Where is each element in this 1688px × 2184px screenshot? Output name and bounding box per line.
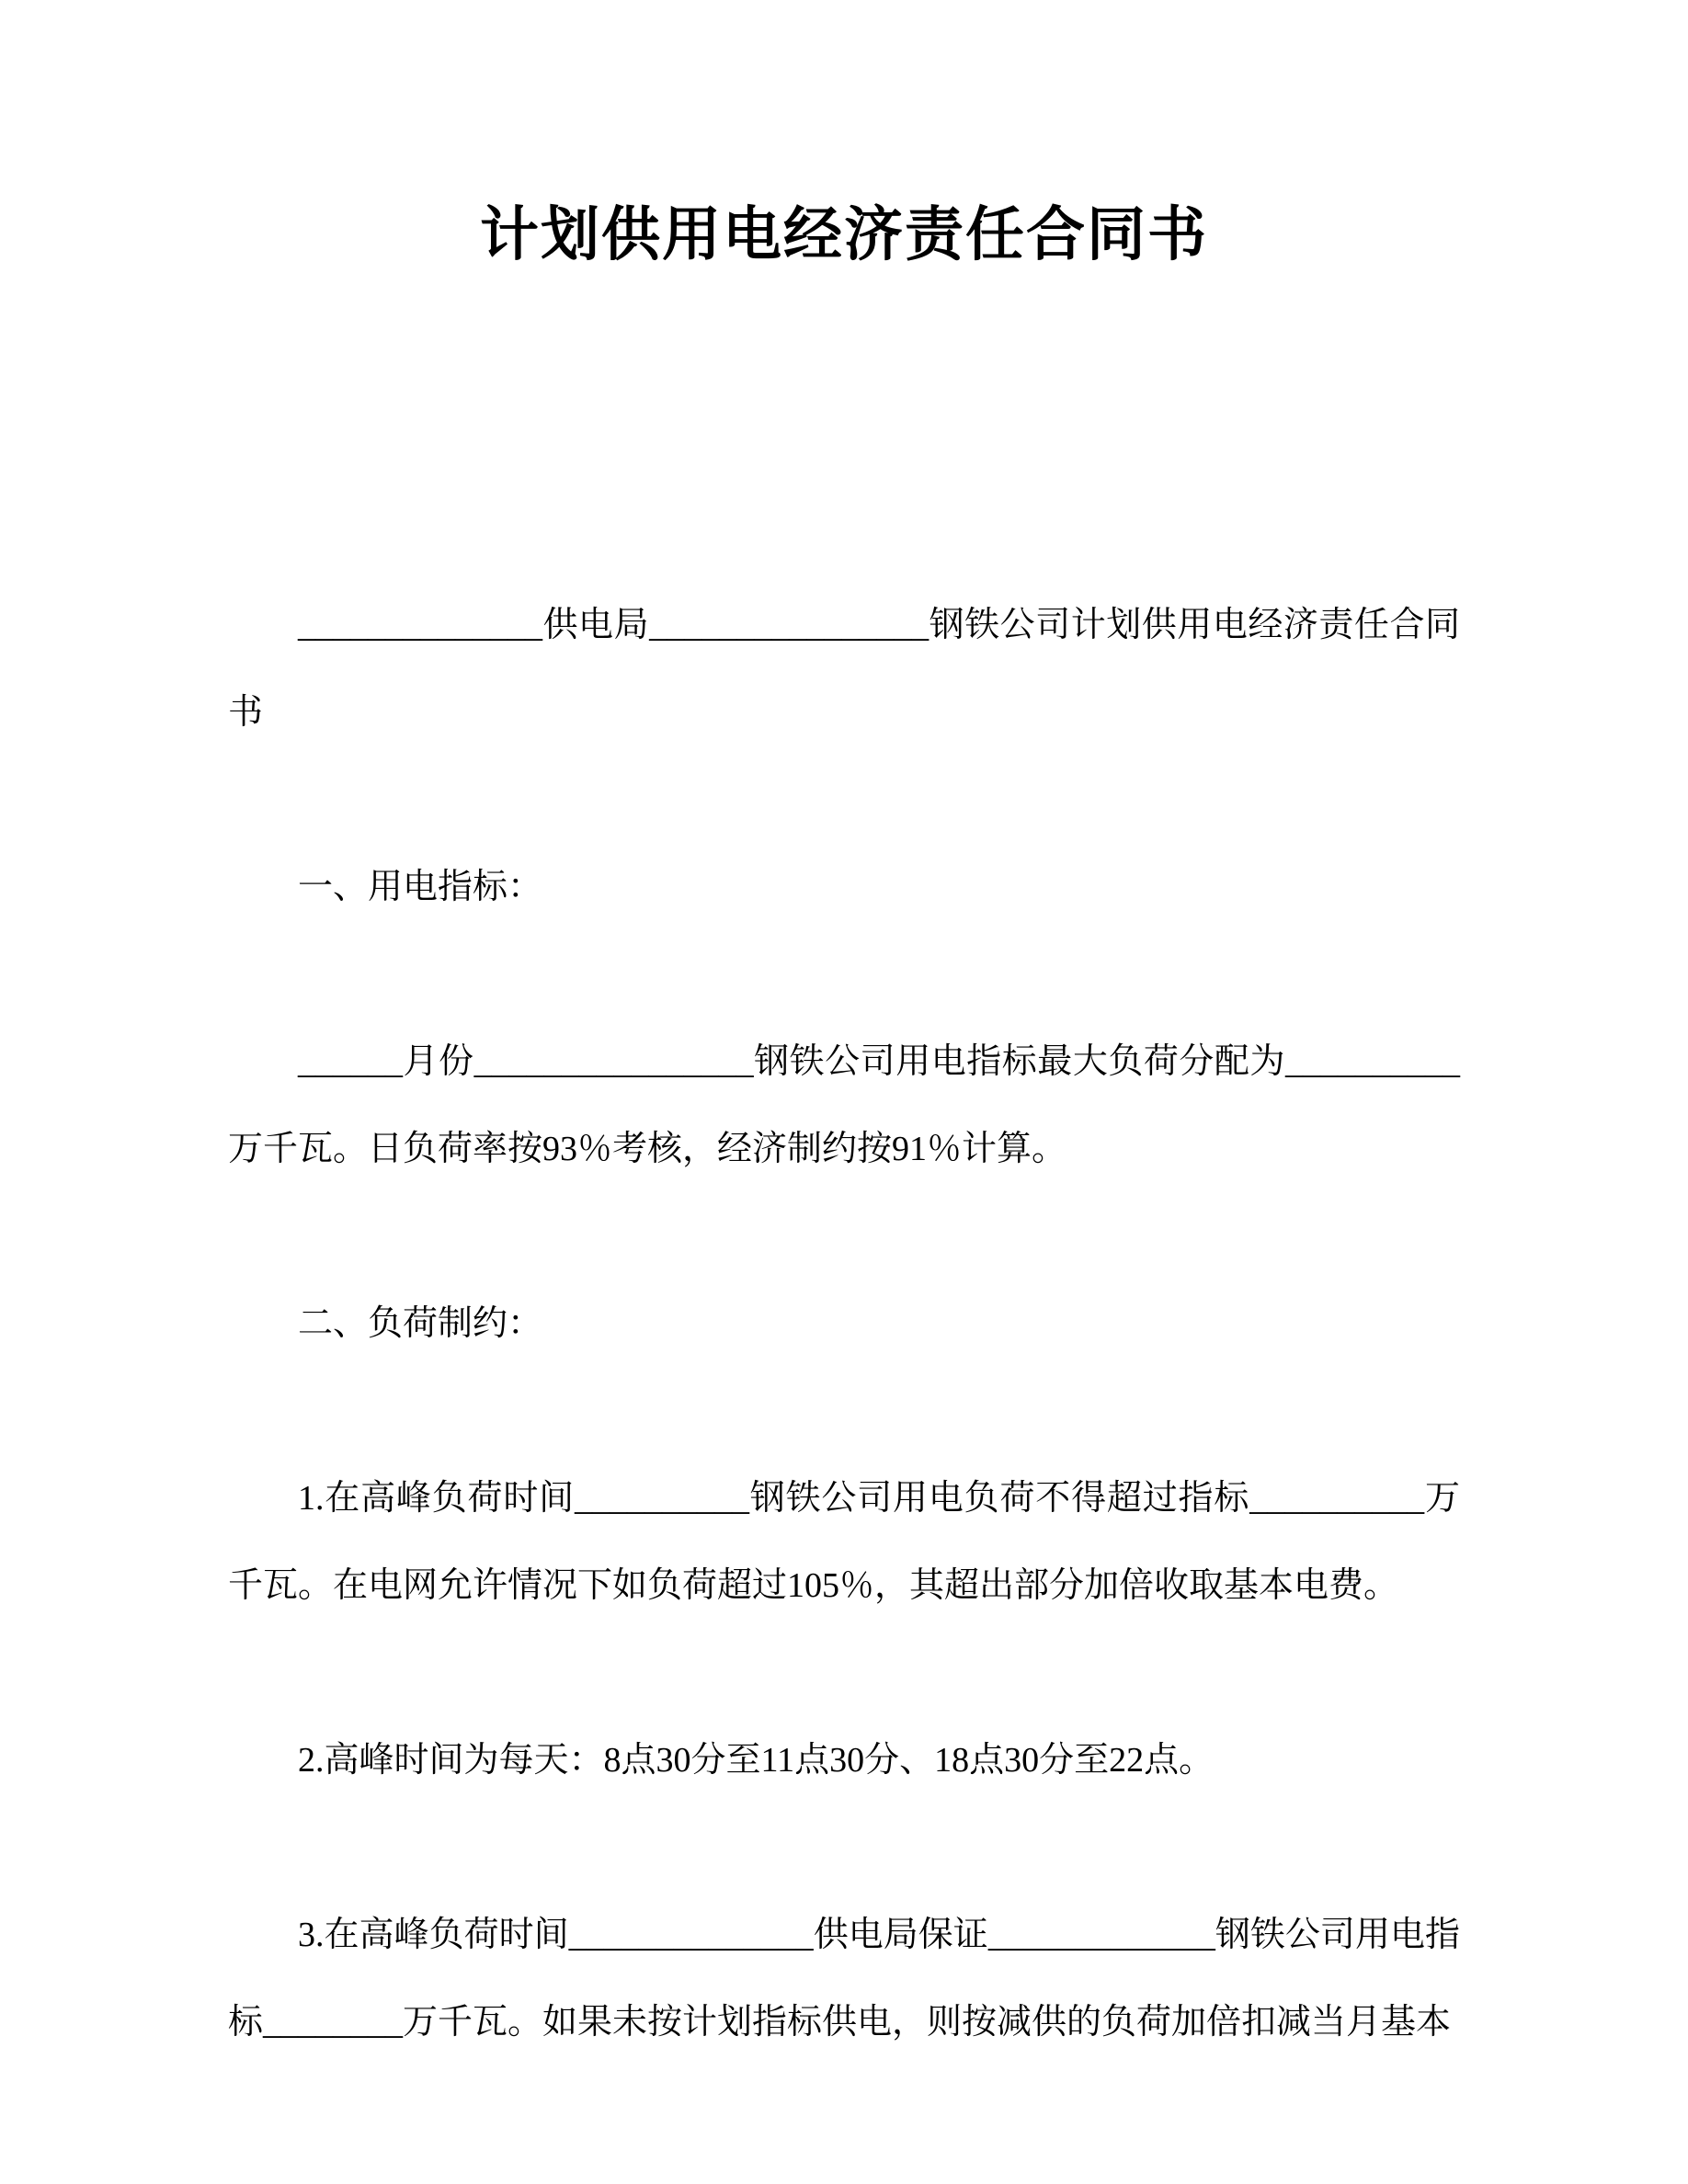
document-title: 计划供用电经济责任合同书 bbox=[480, 201, 1208, 267]
paragraph-contract-intro: ______________供电局________________钢铁公司计划供用电经济责任合同书 bbox=[228, 606, 1460, 732]
paragraph-clause-1-peak-limit: 1.在高峰负荷时间__________钢铁公司用电负荷不得超过指标__________万千瓦。在电网允许情况下如负荷超过105％，其超出部分加倍收取基本电费。 bbox=[228, 1479, 1460, 1605]
paragraph-clause-3-supply-guarantee: 3.在高峰负荷时间______________供电局保证_____________钢铁公司用电指标________万千瓦。如果未按计划指标供电，则按减供的负荷加倍扣减当月基本 bbox=[228, 1916, 1460, 2042]
section-heading-load-restriction: 二、负荷制约： bbox=[298, 1304, 543, 1343]
paragraph-quota-clause: ______月份________________钢铁公司用电指标最大负荷分配为__________万千瓦。日负荷率按93％考核，经济制约按91％计算。 bbox=[228, 1042, 1460, 1168]
paragraph-clause-2-peak-hours: 2.高峰时间为每天：8点30分至11点30分、18点30分至22点。 bbox=[298, 1741, 1215, 1780]
section-heading-power-quota: 一、用电指标： bbox=[298, 868, 543, 906]
